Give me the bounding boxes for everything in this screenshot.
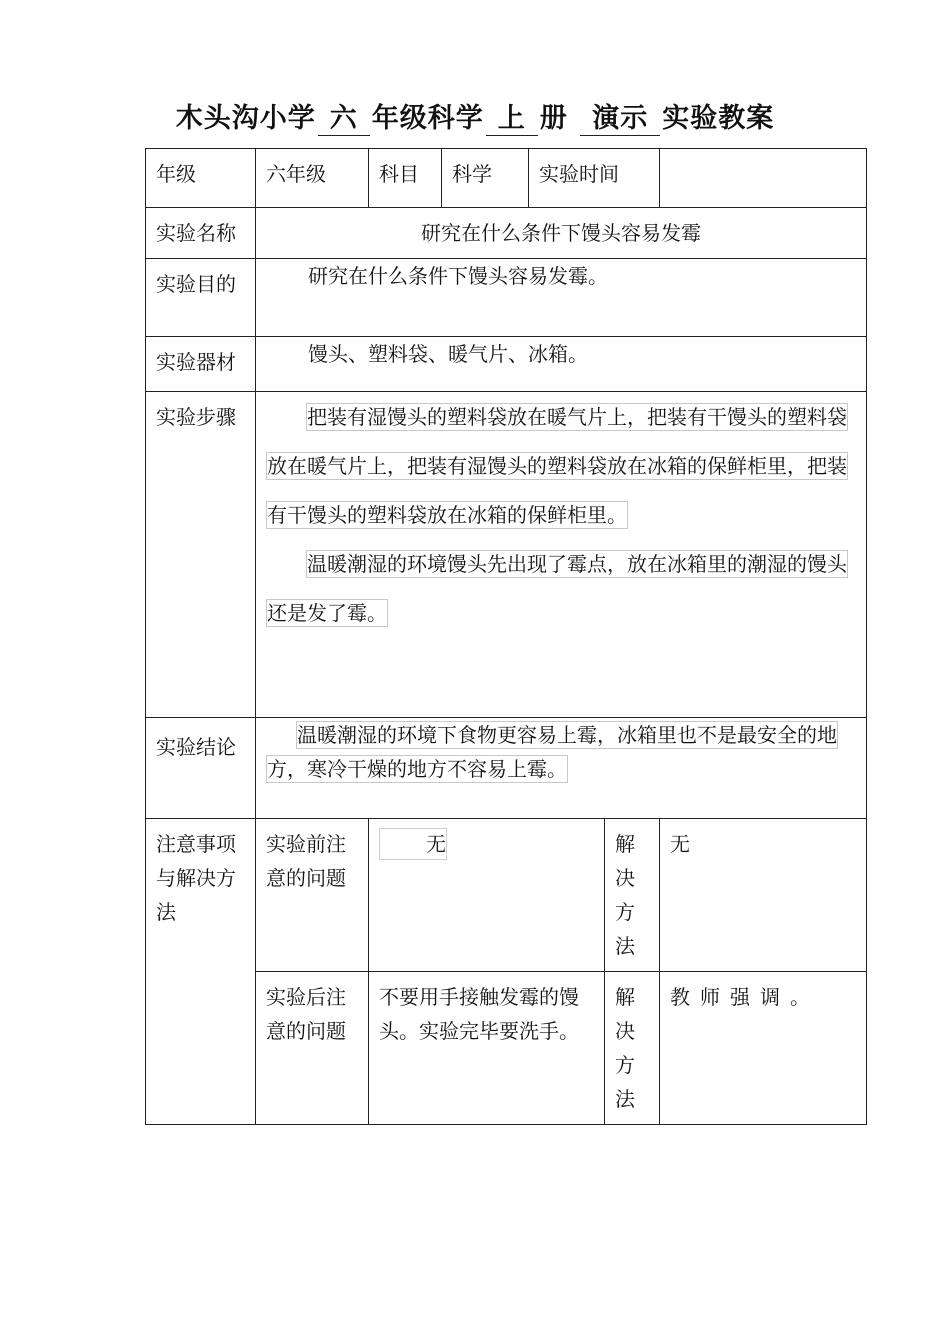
title-type-blank: 演示	[580, 96, 660, 136]
subject-value: 科学	[442, 149, 529, 208]
after-value: 不要用手接触发霉的馒头。实验完毕要洗手。	[369, 972, 605, 1125]
materials-value: 馒头、塑料袋、暖气片、冰箱。	[256, 337, 867, 392]
row-purpose	[146, 259, 867, 337]
row-basic-info	[146, 149, 867, 208]
steps-label: 实验步骤	[146, 392, 256, 718]
title-suffix: 实验教案	[662, 103, 775, 134]
grade-value: 六年级	[256, 149, 369, 208]
notes-label: 注意事项与解决方法	[146, 819, 256, 1125]
lesson-plan-table	[145, 148, 867, 1125]
after-label: 实验后注意的问题	[256, 972, 369, 1125]
row-steps	[146, 392, 867, 718]
name-value: 研究在什么条件下馒头容易发霉	[256, 208, 867, 259]
conclusion-content	[256, 718, 867, 819]
after-solution-value: 教师强调。	[660, 972, 867, 1125]
name-label: 实验名称	[146, 208, 256, 259]
materials-label: 实验器材	[146, 337, 256, 392]
title-prefix: 木头沟小学	[175, 103, 316, 134]
row-experiment-name	[146, 208, 867, 259]
title-grade-blank: 六	[318, 96, 370, 136]
page-title	[0, 96, 950, 136]
row-materials	[146, 337, 867, 392]
row-notes-before	[146, 819, 867, 972]
subject-label: 科目	[369, 149, 442, 208]
before-value-cell	[369, 819, 605, 972]
purpose-value: 研究在什么条件下馒头容易发霉。	[256, 259, 867, 337]
steps-paragraph-1: 把装有湿馒头的塑料袋放在暖气片上，把装有干馒头的塑料袋放在暖气片上，把装有湿馒头的塑料袋放在冰箱的保鲜柜里，把装有干馒头的塑料袋放在冰箱的保鲜柜里。	[267, 405, 847, 527]
before-solution-value: 无	[660, 819, 867, 972]
conclusion-label: 实验结论	[146, 718, 256, 819]
steps-content	[256, 392, 867, 718]
after-solution-label: 解决方法	[605, 972, 660, 1125]
row-conclusion	[146, 718, 867, 819]
before-solution-label: 解决方法	[605, 819, 660, 972]
time-value	[660, 149, 867, 208]
title-volume-blank: 上	[486, 96, 538, 136]
conclusion-value: 温暖潮湿的环境下食物更容易上霉，冰箱里也不是最安全的地方，寒冷干燥的地方不容易上霉。	[267, 723, 837, 781]
before-label: 实验前注意的问题	[256, 819, 369, 972]
title-middle: 年级科学	[371, 103, 484, 134]
before-value: 无	[379, 828, 447, 860]
purpose-label: 实验目的	[146, 259, 256, 337]
title-volume-suffix: 册	[539, 103, 568, 134]
grade-label: 年级	[146, 149, 256, 208]
steps-paragraph-2: 温暖潮湿的环境馒头先出现了霉点，放在冰箱里的潮湿的馒头还是发了霉。	[267, 552, 847, 625]
time-label: 实验时间	[529, 149, 660, 208]
